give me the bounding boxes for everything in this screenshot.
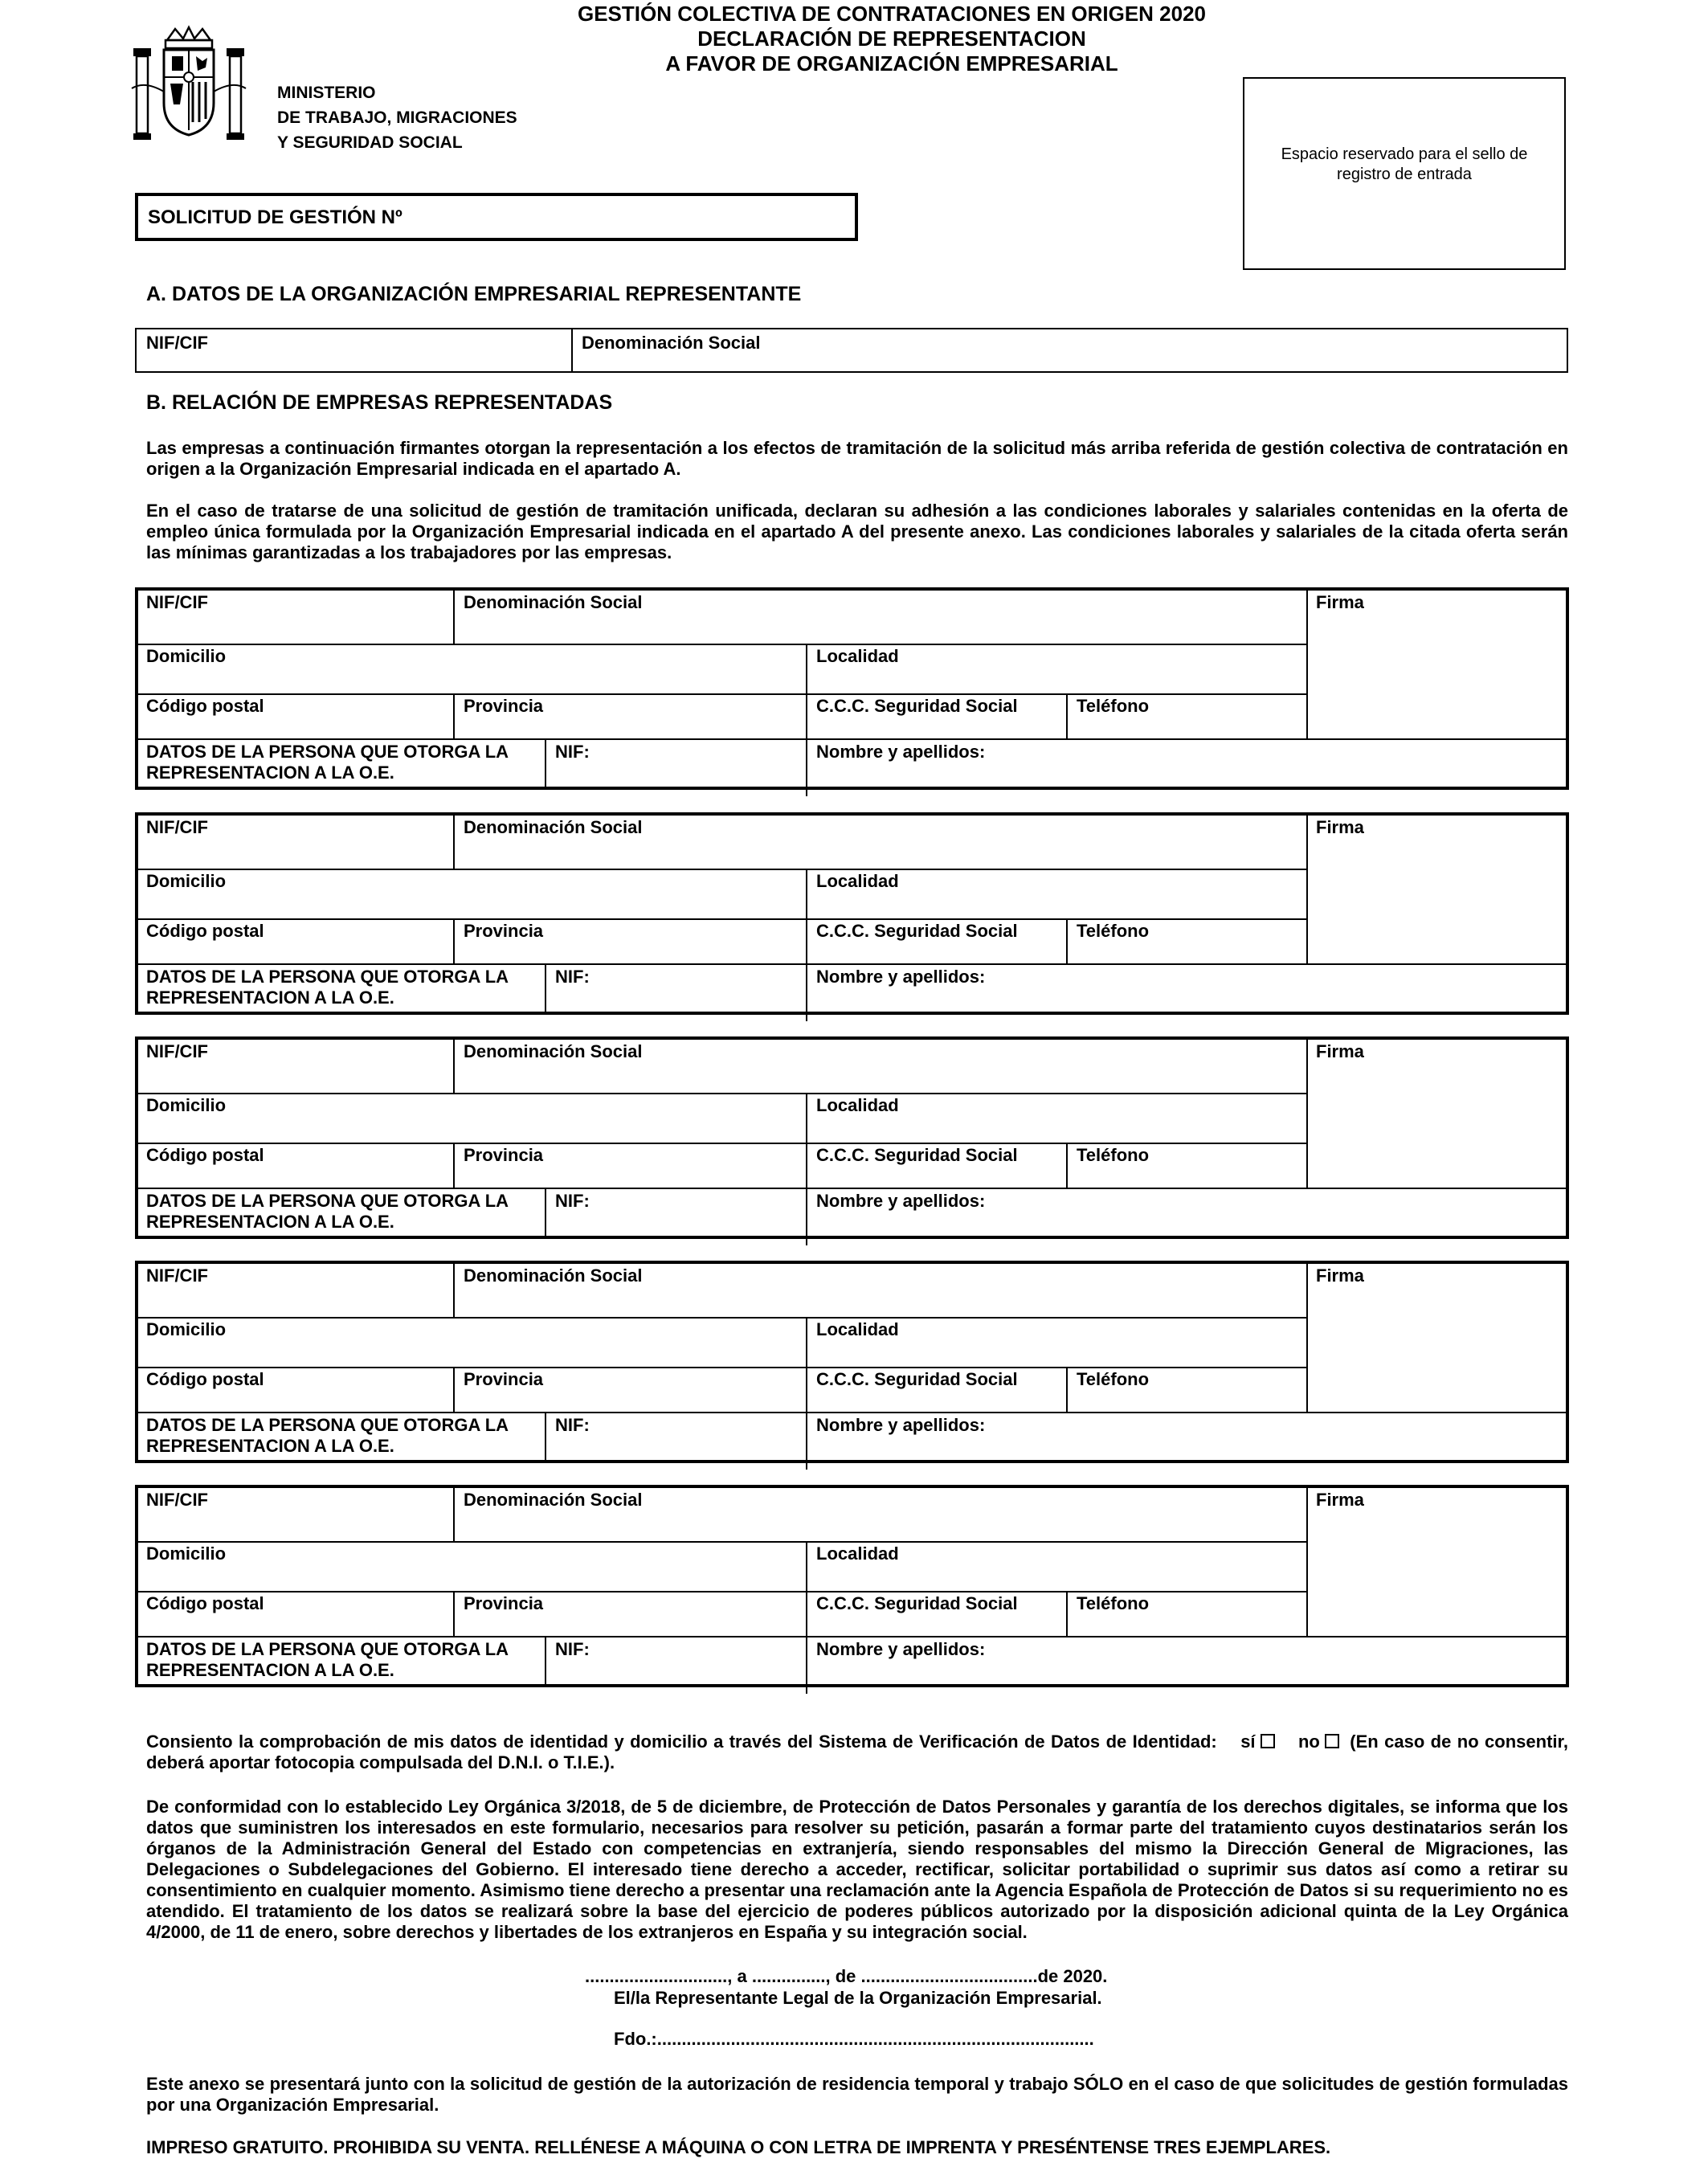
signature-area (562, 1965, 1205, 2050)
divider (1066, 693, 1068, 740)
divider (453, 1488, 455, 1541)
divider (138, 918, 1306, 920)
stamp-text-line: registro de entrada (1337, 166, 1472, 183)
localidad-label: Localidad (816, 871, 899, 891)
divider (1066, 918, 1068, 965)
domicilio-label: Domicilio (146, 871, 227, 891)
divider (1066, 1143, 1068, 1189)
divider (138, 1188, 1306, 1189)
nombre-label: Nombre y apellidos: (816, 742, 986, 762)
divider (138, 1143, 1306, 1144)
divider (453, 1264, 455, 1317)
persona-nif-label: NIF: (555, 967, 590, 987)
identity-consent (146, 1731, 1568, 1773)
codigo-postal-label: Código postal (146, 1593, 264, 1613)
persona-label (146, 967, 509, 1008)
persona-label (146, 1639, 509, 1681)
persona-nif-label: NIF: (555, 1639, 590, 1659)
divider (453, 591, 455, 644)
provincia-label: Provincia (464, 921, 544, 941)
divider (1306, 1488, 1308, 1637)
persona-label (146, 1191, 509, 1233)
divider (453, 1143, 455, 1189)
localidad-label: Localidad (816, 1543, 899, 1564)
persona-label (146, 742, 509, 783)
provincia-label: Provincia (464, 1593, 544, 1613)
localidad-label: Localidad (816, 1095, 899, 1115)
persona-label-line: REPRESENTACION A LA O.E. (146, 1212, 394, 1232)
divider (1066, 1591, 1068, 1637)
divider (806, 1541, 807, 1694)
divider (138, 738, 1306, 740)
divider (138, 1093, 1306, 1094)
divider (138, 1367, 1306, 1368)
ministry-name (277, 80, 517, 155)
section-b-paragraph: Las empresas a continuación firmantes otorgan la representación a los efectos de tramitación de la solicitud más arriba referida de gestión colectiva de contratación en origen a la Organización Empresarial indicada en el apartado A. (146, 438, 1568, 479)
divider (545, 738, 546, 790)
nif-label: NIF/CIF (146, 817, 208, 837)
divider (453, 1040, 455, 1093)
ministry-line: Y SEGURIDAD SOCIAL (277, 133, 463, 152)
firma-label: Firma (1316, 1490, 1364, 1510)
ministry-line: MINISTERIO (277, 84, 376, 102)
company-block (135, 587, 1569, 790)
divider (138, 1636, 1306, 1637)
telefono-label: Teléfono (1077, 1593, 1150, 1613)
form-title (450, 2, 1334, 76)
persona-label-line: REPRESENTACION A LA O.E. (146, 1436, 394, 1456)
solicitud-field[interactable] (135, 193, 858, 241)
provincia-label: Provincia (464, 1369, 544, 1389)
nif-label: NIF/CIF (146, 592, 208, 612)
divider (1066, 1367, 1068, 1413)
divider (806, 1093, 807, 1245)
localidad-label: Localidad (816, 646, 899, 666)
nombre-label: Nombre y apellidos: (816, 967, 986, 987)
denominacion-label: Denominación Social (582, 333, 761, 353)
firma-label: Firma (1316, 592, 1364, 612)
divider (545, 963, 546, 1015)
nif-label: NIF/CIF (146, 333, 208, 353)
divider (1306, 1188, 1566, 1189)
form-title-line: A FAVOR DE ORGANIZACIÓN EMPRESARIAL (665, 51, 1118, 76)
consent-text: Consiento la comprobación de mis datos de identidad y domicilio a través del Sistema de Verificación de Datos de Identidad: (146, 1731, 1217, 1752)
denominacion-label: Denominación Social (464, 817, 643, 837)
signature-line[interactable]: Fdo.:......................................................................................... (614, 2029, 1094, 2049)
ccc-label: C.C.C. Seguridad Social (816, 696, 1018, 716)
persona-label-line: DATOS DE LA PERSONA QUE OTORGA LA (146, 1415, 509, 1435)
persona-nif-label: NIF: (555, 1191, 590, 1211)
localidad-label: Localidad (816, 1319, 899, 1339)
domicilio-label: Domicilio (146, 646, 227, 666)
ccc-label: C.C.C. Seguridad Social (816, 921, 1018, 941)
divider (1306, 816, 1308, 965)
telefono-label: Teléfono (1077, 1145, 1150, 1165)
divider (571, 329, 573, 371)
persona-nif-label: NIF: (555, 742, 590, 762)
stamp-text (1244, 145, 1564, 185)
ccc-label: C.C.C. Seguridad Social (816, 1593, 1018, 1613)
consent-no-label: no (1297, 1731, 1320, 1752)
divider (138, 869, 1306, 870)
persona-label-line: DATOS DE LA PERSONA QUE OTORGA LA (146, 967, 509, 987)
solicitud-label: SOLICITUD DE GESTIÓN Nº (148, 206, 402, 228)
domicilio-label: Domicilio (146, 1095, 227, 1115)
date-line[interactable]: ............................., a ..............., de ....................................de 2020. (585, 1966, 1108, 1986)
divider (138, 1317, 1306, 1319)
registry-stamp-box (1243, 77, 1566, 270)
form-title-line: GESTIÓN COLECTIVA DE CONTRATACIONES EN ORIGEN 2020 (577, 2, 1207, 26)
company-block (135, 812, 1569, 1015)
codigo-postal-label: Código postal (146, 921, 264, 941)
nif-label: NIF/CIF (146, 1265, 208, 1286)
telefono-label: Teléfono (1077, 921, 1150, 941)
consent-text: (En caso de no consentir, deberá aportar fotocopia compulsada del D.N.I. o T.I.E.). (146, 1731, 1568, 1772)
divider (545, 1412, 546, 1463)
divider (138, 1541, 1306, 1543)
section-a-table (135, 328, 1568, 373)
nif-label: NIF/CIF (146, 1041, 208, 1061)
ccc-label: C.C.C. Seguridad Social (816, 1369, 1018, 1389)
provincia-label: Provincia (464, 1145, 544, 1165)
firma-label: Firma (1316, 1265, 1364, 1286)
divider (138, 1591, 1306, 1592)
divider (1306, 591, 1308, 740)
company-block (135, 1261, 1569, 1463)
persona-label (146, 1415, 509, 1457)
telefono-label: Teléfono (1077, 696, 1150, 716)
domicilio-label: Domicilio (146, 1319, 227, 1339)
divider (1306, 1412, 1566, 1413)
divider (806, 644, 807, 796)
privacy-notice: De conformidad con lo establecido Ley Orgánica 3/2018, de 5 de diciembre, de Protección de Datos Personales y garantía de los derechos digitales, se informa que los datos que suministren los interesados en este formulario, necesarios para resolver su petición, pasarán a formar parte del tratamiento cuyos destinatarios serán los órganos de la Administración General del Estado con competencias en extranjería, siendo responsables del mismo la Dirección General de Migraciones, las Delegaciones o Subdelegaciones del Gobierno. El interesado tiene derecho a acceder, rectificar, solicitar portabilidad o suprimir sus datos así como a retirar su consentimiento en cualquier momento. Asimismo tiene derecho a presentar una reclamación ante la Agencia Española de Protección de Datos si su requerimiento no es atendido. El tratamiento de los datos se realizará sobre la base del ejercicio de poderes públicos autorizado por la disposición adicional quinta de la Ley Orgánica 4/2000, de 11 de enero, sobre derechos y libertades de los extranjeros en España y su integración social. (146, 1797, 1568, 1942)
persona-label-line: REPRESENTACION A LA O.E. (146, 1660, 394, 1680)
divider (806, 869, 807, 1021)
persona-label-line: DATOS DE LA PERSONA QUE OTORGA LA (146, 1191, 509, 1211)
divider (453, 693, 455, 740)
nombre-label: Nombre y apellidos: (816, 1415, 986, 1435)
section-b-paragraph: En el caso de tratarse de una solicitud de gestión de tramitación unificada, declaran su adhesión a las condiciones laborales y salariales contenidas en la oferta de empleo única formulada por la Organización Empresarial indicada en el apartado A del presente anexo. Las condiciones laborales y salariales de la citada oferta serán las mínimas garantizadas a los trabajadores por las empresas. (146, 501, 1568, 562)
nif-label: NIF/CIF (146, 1490, 208, 1510)
divider (138, 963, 1306, 965)
divider (806, 1317, 807, 1470)
representative-label: El/la Representante Legal de la Organización Empresarial. (614, 1988, 1102, 2008)
ministry-line: DE TRABAJO, MIGRACIONES (277, 108, 517, 127)
denominacion-label: Denominación Social (464, 1041, 643, 1061)
consent-no-checkbox[interactable] (1325, 1734, 1339, 1748)
divider (545, 1636, 546, 1687)
divider (453, 1591, 455, 1637)
company-block (135, 1036, 1569, 1239)
coat-of-arms-icon (129, 24, 249, 145)
codigo-postal-label: Código postal (146, 1145, 264, 1165)
form-title-line: DECLARACIÓN DE REPRESENTACION (697, 27, 1086, 51)
persona-label-line: DATOS DE LA PERSONA QUE OTORGA LA (146, 1639, 509, 1659)
divider (1306, 1040, 1308, 1189)
divider (138, 644, 1306, 645)
consent-si-label: sí (1240, 1731, 1256, 1752)
annex-note: Este anexo se presentará junto con la solicitud de gestión de la autorización de residencia temporal y trabajo SÓLO en el caso de que solicitudes de gestión formuladas por una Organización Empresarial. (146, 2074, 1568, 2115)
provincia-label: Provincia (464, 696, 544, 716)
nombre-label: Nombre y apellidos: (816, 1191, 986, 1211)
firma-label: Firma (1316, 817, 1364, 837)
stamp-text-line: Espacio reservado para el sello de (1281, 145, 1528, 163)
divider (453, 918, 455, 965)
firma-label: Firma (1316, 1041, 1364, 1061)
divider (138, 693, 1306, 695)
divider (1306, 963, 1566, 965)
section-a-heading: A. DATOS DE LA ORGANIZACIÓN EMPRESARIAL REPRESENTANTE (146, 283, 802, 305)
persona-label-line: DATOS DE LA PERSONA QUE OTORGA LA (146, 742, 509, 762)
divider (545, 1188, 546, 1239)
nombre-label: Nombre y apellidos: (816, 1639, 986, 1659)
denominacion-label: Denominación Social (464, 1490, 643, 1510)
persona-nif-label: NIF: (555, 1415, 590, 1435)
domicilio-label: Domicilio (146, 1543, 227, 1564)
consent-si-checkbox[interactable] (1261, 1734, 1275, 1748)
codigo-postal-label: Código postal (146, 1369, 264, 1389)
divider (1306, 738, 1566, 740)
free-print-notice: IMPRESO GRATUITO. PROHIBIDA SU VENTA. RELLÉNESE A MÁQUINA O CON LETRA DE IMPRENTA Y PRESÉNTENSE TRES EJEMPLARES. (146, 2137, 1331, 2157)
codigo-postal-label: Código postal (146, 696, 264, 716)
divider (453, 816, 455, 869)
denominacion-label: Denominación Social (464, 1265, 643, 1286)
section-b-heading: B. RELACIÓN DE EMPRESAS REPRESENTADAS (146, 391, 613, 414)
divider (1306, 1264, 1308, 1413)
divider (453, 1367, 455, 1413)
persona-label-line: REPRESENTACION A LA O.E. (146, 763, 394, 783)
denominacion-label: Denominación Social (464, 592, 643, 612)
divider (138, 1412, 1306, 1413)
persona-label-line: REPRESENTACION A LA O.E. (146, 987, 394, 1008)
ccc-label: C.C.C. Seguridad Social (816, 1145, 1018, 1165)
divider (1306, 1636, 1566, 1637)
company-block (135, 1485, 1569, 1687)
telefono-label: Teléfono (1077, 1369, 1150, 1389)
